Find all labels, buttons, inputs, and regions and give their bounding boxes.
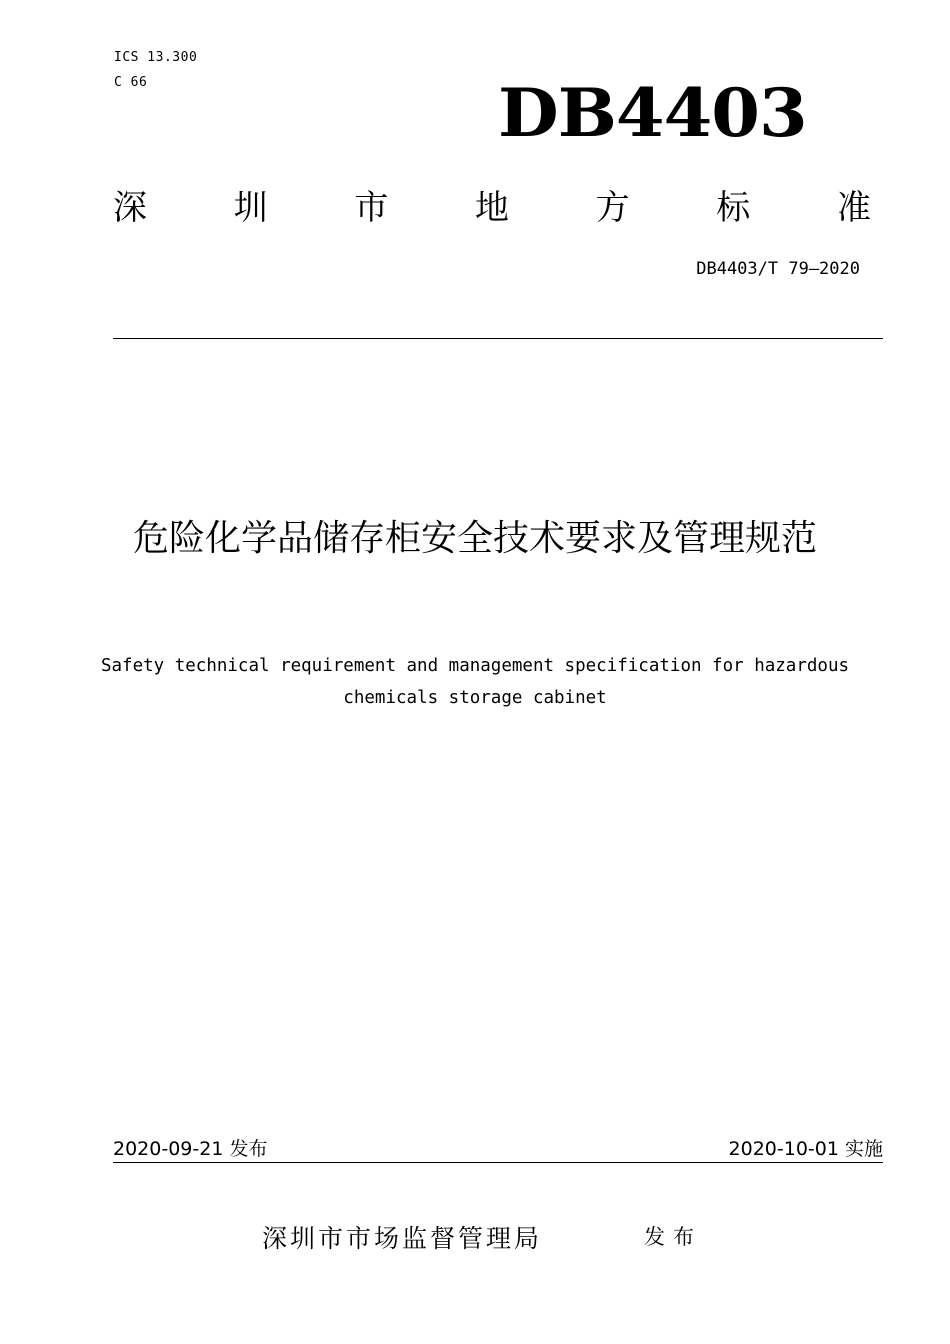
english-title-line: chemicals storage cabinet bbox=[343, 688, 607, 708]
standard-type-char: 深 bbox=[113, 188, 147, 228]
standard-type-char: 准 bbox=[836, 188, 871, 228]
standard-type-char: 地 bbox=[474, 188, 509, 228]
ccs-code: C 66 bbox=[114, 75, 148, 90]
standard-type-char: 市 bbox=[354, 188, 389, 228]
standard-type-char: 标 bbox=[716, 188, 751, 228]
ics-code: ICS 13.300 bbox=[114, 50, 198, 65]
issuing-action: 发布 bbox=[644, 1225, 702, 1249]
header-divider bbox=[113, 338, 883, 339]
implementation-date: 2020-10-01 实施 bbox=[728, 1138, 883, 1160]
date-row bbox=[113, 1136, 883, 1163]
english-title-line: Safety technical requirement and management specification for hazardous bbox=[100, 656, 850, 676]
standard-number: DB4403/T 79—2020 bbox=[696, 259, 860, 279]
issue-date: 2020-09-21 发布 bbox=[113, 1138, 268, 1160]
chinese-title: 危险化学品储存柜安全技术要求及管理规范 bbox=[132, 518, 817, 559]
standard-type-char: 方 bbox=[595, 188, 630, 228]
standard-type-char: 圳 bbox=[233, 188, 268, 228]
standard-logo: DB4403 bbox=[498, 73, 807, 153]
issuing-authority: 深圳市市场监督管理局 bbox=[262, 1224, 543, 1253]
standard-type-heading bbox=[113, 186, 871, 230]
english-title bbox=[60, 650, 890, 714]
